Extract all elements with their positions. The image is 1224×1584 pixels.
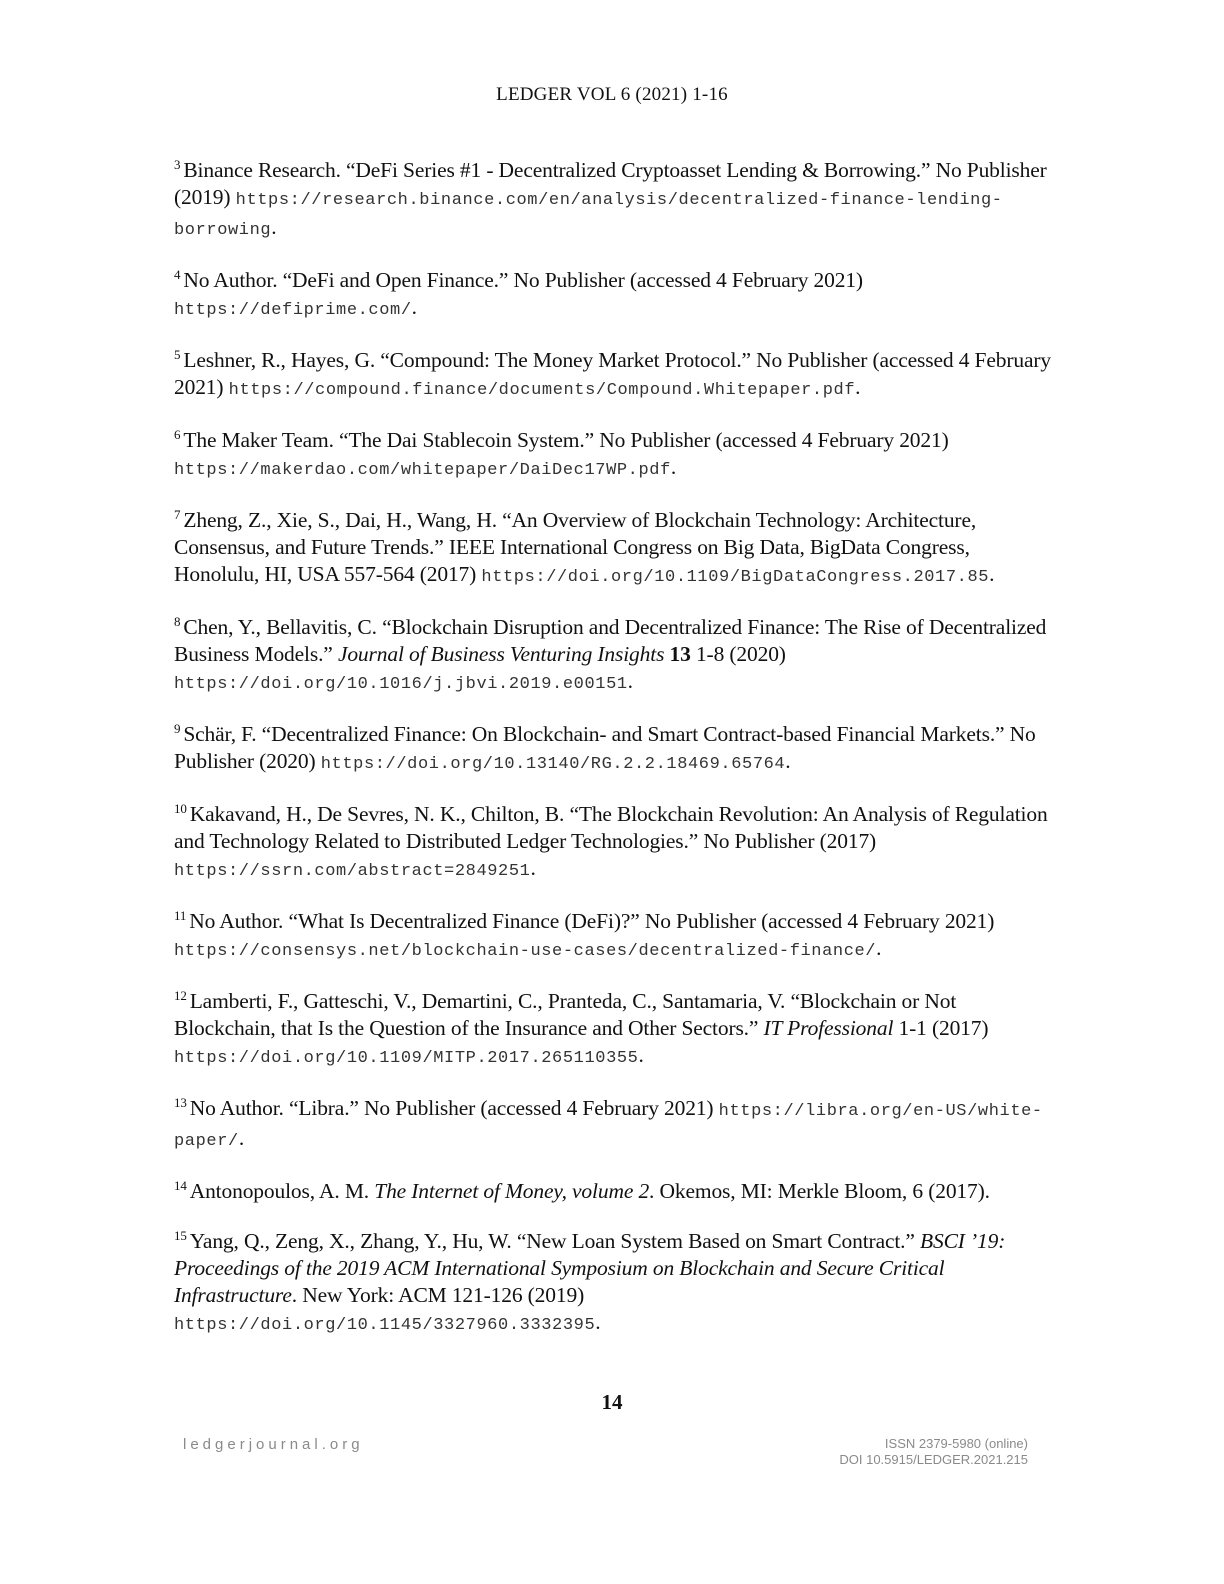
reference-link[interactable]: https://doi.org/10.1145/3327960.3332395 [174, 1316, 596, 1335]
reference-9: $^9$ Schär, F. “Decentralized Finance: On Blockchain- and Smart Contract-based Financial Markets.” No Publisher (2020) https://doi.org/10.13140/RG.2.2.18469.65764. [174, 721, 1036, 774]
running-header: LEDGER VOL 6 (2021) 1-16 [496, 84, 728, 105]
volume-number: 13 [669, 642, 691, 666]
reference-number: 9 [174, 721, 181, 736]
reference-4: $^4$ No Author. “DeFi and Open Finance.” No Publisher (accessed 4 February 2021) https://defiprime.com/. [174, 267, 863, 320]
reference-11: $^{11}$ No Author. “What Is Decentralized Finance (DeFi)?” No Publisher (accessed 4 February 2021) https://consensys.net/blockchain-use-cases/decentralized-finance/. [174, 908, 995, 961]
journal-website: ledgerjournal.org [183, 1436, 364, 1453]
reference-link[interactable]: https://research.binance.com/en/analysis/decentralized-finance-lending-borrowing [174, 191, 1003, 240]
reference-link[interactable]: https://doi.org/10.1109/BigDataCongress.2017.85 [481, 568, 990, 587]
reference-link[interactable]: https://libra.org/en-US/white-paper/ [174, 1102, 1043, 1151]
journal-title: IT Professional [763, 1016, 894, 1040]
page-number: 14 [601, 1390, 623, 1414]
reference-8: $^8$ Chen, Y., Bellavitis, C. “Blockchain Disruption and Decentralized Finance: The Rise of Decentralized Business Models.” Journal of Business Venturing Insights 13 1-8 (2020) https://doi.org/10.1016/j.jbvi.2019.e00151. [174, 614, 1047, 694]
reference-number: 7 [174, 507, 181, 522]
reference-5: $^5$ Leshner, R., Hayes, G. “Compound: The Money Market Protocol.” No Publisher (accessed 4 February 2021) https://compound.finance/documents/Compound.Whitepaper.pdf. [174, 347, 1051, 400]
reference-number: 3 [174, 157, 181, 172]
reference-link[interactable]: https://defiprime.com/ [174, 301, 412, 320]
reference-number: 13 [174, 1095, 187, 1110]
reference-link[interactable]: https://makerdao.com/whitepaper/DaiDec17WP.pdf [174, 461, 671, 480]
reference-number: 11 [174, 908, 187, 923]
reference-link[interactable]: https://doi.org/10.13140/RG.2.2.18469.65764 [320, 755, 786, 774]
reference-number: 8 [174, 614, 181, 629]
reference-list [174, 157, 1054, 1362]
reference-number: 5 [174, 347, 181, 362]
reference-12: $^{12}$ Lamberti, F., Gatteschi, V., Demartini, C., Pranteda, C., Santamaria, V. “Blockchain or Not Blockchain, that Is the Question of the Insurance and Other Sectors.” IT Professional 1-1 (2017) https://doi.org/10.1109/MITP.2017.265110355. [174, 988, 989, 1068]
reference-13: $^{13}$ No Author. “Libra.” No Publisher (accessed 4 February 2021) https://libra.org/en-US/white-paper/. [174, 1095, 1043, 1151]
book-title: The Internet of Money, volume 2 [374, 1179, 650, 1203]
reference-link[interactable]: https://consensys.net/blockchain-use-cases/decentralized-finance/ [174, 942, 877, 961]
footer-identifiers [839, 1436, 1028, 1468]
reference-6: $^6$ The Maker Team. “The Dai Stablecoin System.” No Publisher (accessed 4 February 2021) https://makerdao.com/whitepaper/DaiDec17WP.pdf. [174, 427, 949, 480]
reference-number: 12 [174, 988, 187, 1003]
reference-number: 6 [174, 427, 181, 442]
reference-10: $^{10}$ Kakavand, H., De Sevres, N. K., Chilton, B. “The Blockchain Revolution: An Analysis of Regulation and Technology Related to Distributed Ledger Technologies.” No Publisher (2017) https://ssrn.com/abstract=2849251. [174, 801, 1048, 881]
reference-number: 10 [174, 801, 187, 816]
reference-link[interactable]: https://doi.org/10.1109/MITP.2017.265110355 [174, 1049, 639, 1068]
reference-number: 15 [174, 1228, 187, 1243]
reference-link[interactable]: https://doi.org/10.1016/j.jbvi.2019.e00151 [174, 675, 628, 694]
reference-3: $^3$ Binance Research. “DeFi Series #1 - Decentralized Cryptoasset Lending & Borrowing.” No Publisher (2019) https://research.binance.com/en/analysis/decentralized-finance-lending-borrowing. [174, 157, 1047, 240]
reference-number: 4 [174, 267, 181, 282]
reference-link[interactable]: https://compound.finance/documents/Compound.Whitepaper.pdf [228, 381, 856, 400]
proceedings-title: BSCI ’19: Proceedings of the 2019 ACM International Symposium on Blockchain and Secure Critical Infrastructure [174, 1229, 1006, 1307]
reference-14: $^{14}$ Antonopoulos, A. M. The Internet of Money, volume 2. Okemos, MI: Merkle Bloom, 6 (2017). [174, 1178, 990, 1203]
doi-label: DOI 10.5915/LEDGER.2021.215 [839, 1452, 1028, 1467]
reference-link[interactable]: https://ssrn.com/abstract=2849251 [174, 862, 531, 881]
reference-15: $^{15}$ Yang, Q., Zeng, X., Zhang, Y., Hu, W. “New Loan System Based on Smart Contract.” BSCI ’19: Proceedings of the 2019 ACM International Symposium on Blockchain and Secure Critical Infrastructure. New York: ACM 121-126 (2019) https://doi.org/10.1145/3327960.3332395. [174, 1228, 1006, 1335]
reference-number: 14 [174, 1178, 187, 1193]
reference-7: $^7$ Zheng, Z., Xie, S., Dai, H., Wang, H. “An Overview of Blockchain Technology: Architecture, Consensus, and Future Trends.” IEEE International Congress on Big Data, BigData Congress, Honolulu, HI, USA 557-564 (2017) https://doi.org/10.1109/BigDataCongress.2017.85. [174, 507, 995, 587]
issn-label: ISSN 2379-5980 (online) [884, 1436, 1028, 1451]
journal-title: Journal of Business Venturing Insights [337, 642, 665, 666]
